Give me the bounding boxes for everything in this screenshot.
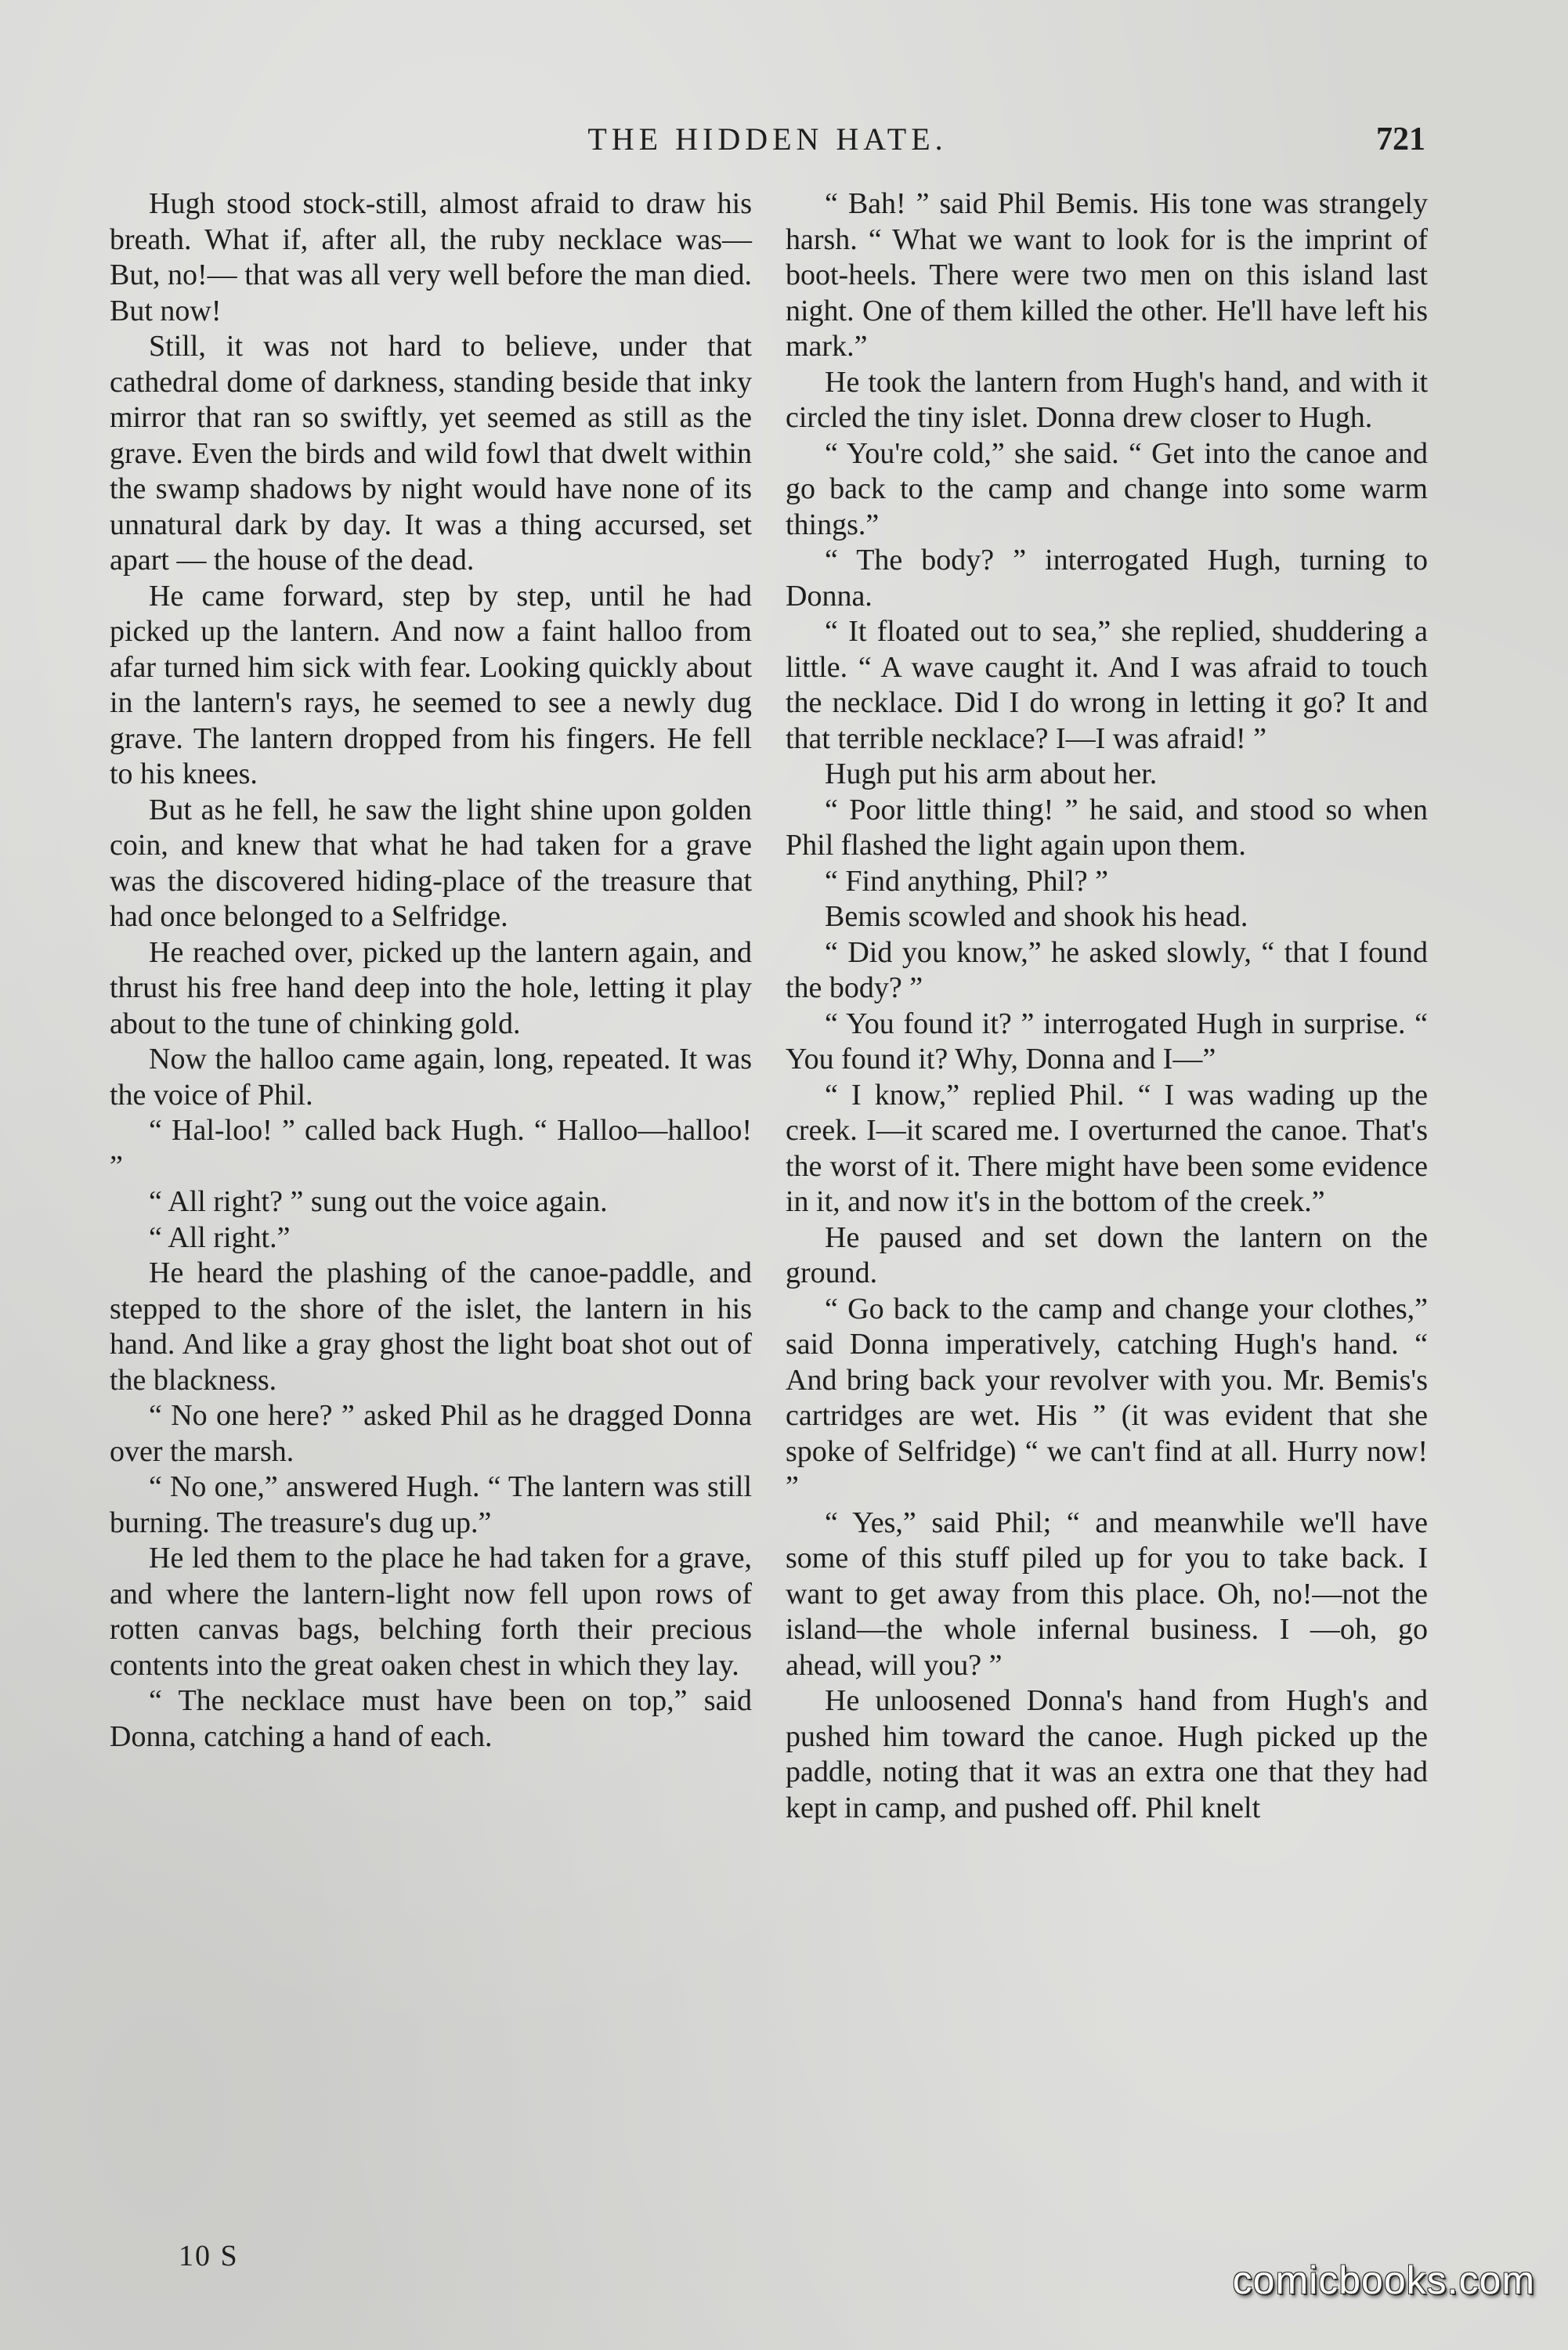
page-number: 721 — [1376, 121, 1425, 157]
paragraph: “ No one here? ” asked Phil as he dragged Donna over the marsh. — [110, 1399, 752, 1468]
signature-mark: 10 S — [179, 2240, 239, 2272]
paragraph: “ The necklace must have been on top,” said Donna, catching a hand of each. — [110, 1684, 752, 1753]
paragraph: But as he fell, he saw the light shine upon golden coin, and knew that what he had taken for a grave was the discovered hiding-place of the treasure that had once belonged to a Selfridge. — [110, 793, 752, 933]
paragraph: “ Yes,” said Phil; “ and meanwhile we'll have some of this stuff piled up for you to take back. I want to get away from this place. Oh, no!—not the island—the whole infernal business. I —oh, go ahead, will you? ” — [786, 1506, 1428, 1682]
paragraph: “ No one,” answered Hugh. “ The lantern was still burning. The treasure's dug up.” — [110, 1470, 752, 1539]
paragraph: Now the halloo came again, long, repeated. It was the voice of Phil. — [110, 1043, 752, 1112]
paragraph: “ I know,” replied Phil. “ I was wading up the creek. I—it scared me. I overturned the canoe. That's the worst of it. There might have been some evidence in it, and now it's in the bottom of the creek.” — [786, 1078, 1428, 1218]
paragraph: “ You found it? ” interrogated Hugh in surprise. “ You found it? Why, Donna and I—” — [786, 1007, 1428, 1076]
paragraph: “ All right? ” sung out the voice again. — [149, 1185, 608, 1218]
right-column — [786, 186, 1428, 1826]
paragraph: “ The body? ” interrogated Hugh, turning to Donna. — [786, 544, 1428, 613]
paragraph: “ Poor little thing! ” he said, and stood so when Phil flashed the light again upon them. — [786, 793, 1428, 862]
paragraph: He reached over, picked up the lantern again, and thrust his free hand deep into the hole, letting it play about to the tune of chinking gold. — [110, 935, 752, 1040]
paragraph: Hugh stood stock-still, almost afraid to draw his breath. What if, after all, the ruby necklace was— But, no!— that was all very well before the man died. But now! — [110, 187, 752, 327]
paragraph: “ You're cold,” she said. “ Get into the canoe and go back to the camp and change into some warm things.” — [786, 436, 1428, 541]
watermark-logo: comicbooks.com — [1232, 2258, 1535, 2302]
paragraph: “ Bah! ” said Phil Bemis. His tone was strangely harsh. “ What we want to look for is the imprint of boot-heels. There were two men on this island last night. One of them killed the other. He'll have left his mark.” — [786, 187, 1428, 363]
paragraph: “ Hal-loo! ” called back Hugh. “ Halloo—halloo! ” — [110, 1114, 752, 1183]
paragraph: Hugh put his arm about her. — [825, 757, 1158, 790]
paragraph: He paused and set down the lantern on the ground. — [786, 1220, 1428, 1289]
paragraph: Bemis scowled and shook his head. — [825, 900, 1248, 933]
paragraph: He heard the plashing of the canoe-paddle, and stepped to the shore of the islet, the lantern in his hand. And like a gray ghost the light boat shot out of the blackness. — [110, 1256, 752, 1397]
paragraph: He unloosened Donna's hand from Hugh's and pushed him toward the canoe. Hugh picked up the paddle, noting that it was an extra one that they had kept in camp, and pushed off. Phil knelt — [786, 1684, 1428, 1824]
paragraph: “ It floated out to sea,” she replied, shuddering a little. “ A wave caught it. And I was afraid to touch the necklace. Did I do wrong in letting it go? It and that terrible necklace? I—I was afraid! ” — [786, 615, 1428, 755]
paragraph: Still, it was not hard to believe, under that cathedral dome of darkness, standing beside that inky mirror that ran so swiftly, yet seemed as still as the grave. Even the birds and wild fowl that dwelt within the swamp shadows by night would have none of its unnatural dark by day. It was a thing accursed, set apart — the house of the dead. — [110, 330, 752, 577]
paragraph: “ Go back to the camp and change your clothes,” said Donna imperatively, catching Hugh's hand. “ And bring back your revolver with you. Mr. Bemis's cartridges are wet. His ” (it was evident that she spoke of Selfridge) “ we can't find at all. Hurry now! ” — [786, 1292, 1428, 1503]
left-column — [110, 186, 752, 1755]
paragraph: “ All right.” — [149, 1220, 291, 1254]
paragraph: “ Find anything, Phil? ” — [825, 864, 1109, 898]
paragraph: He took the lantern from Hugh's hand, and with it circled the tiny islet. Donna drew closer to Hugh. — [786, 365, 1428, 434]
running-title: THE HIDDEN HATE. — [587, 121, 948, 157]
paragraph: He came forward, step by step, until he had picked up the lantern. And now a faint halloo from afar turned him sick with fear. Looking quickly about in the lantern's rays, he seemed to see a newly dug grave. The lantern dropped from his fingers. He fell to his knees. — [110, 579, 752, 790]
paragraph: He led them to the place he had taken for a grave, and where the lantern-light now fell upon rows of rotten canvas bags, belching forth their precious contents into the great oaken chest in which they lay. — [110, 1542, 752, 1682]
paragraph: “ Did you know,” he asked slowly, “ that I found the body? ” — [786, 935, 1428, 1004]
running-head — [110, 116, 1425, 163]
